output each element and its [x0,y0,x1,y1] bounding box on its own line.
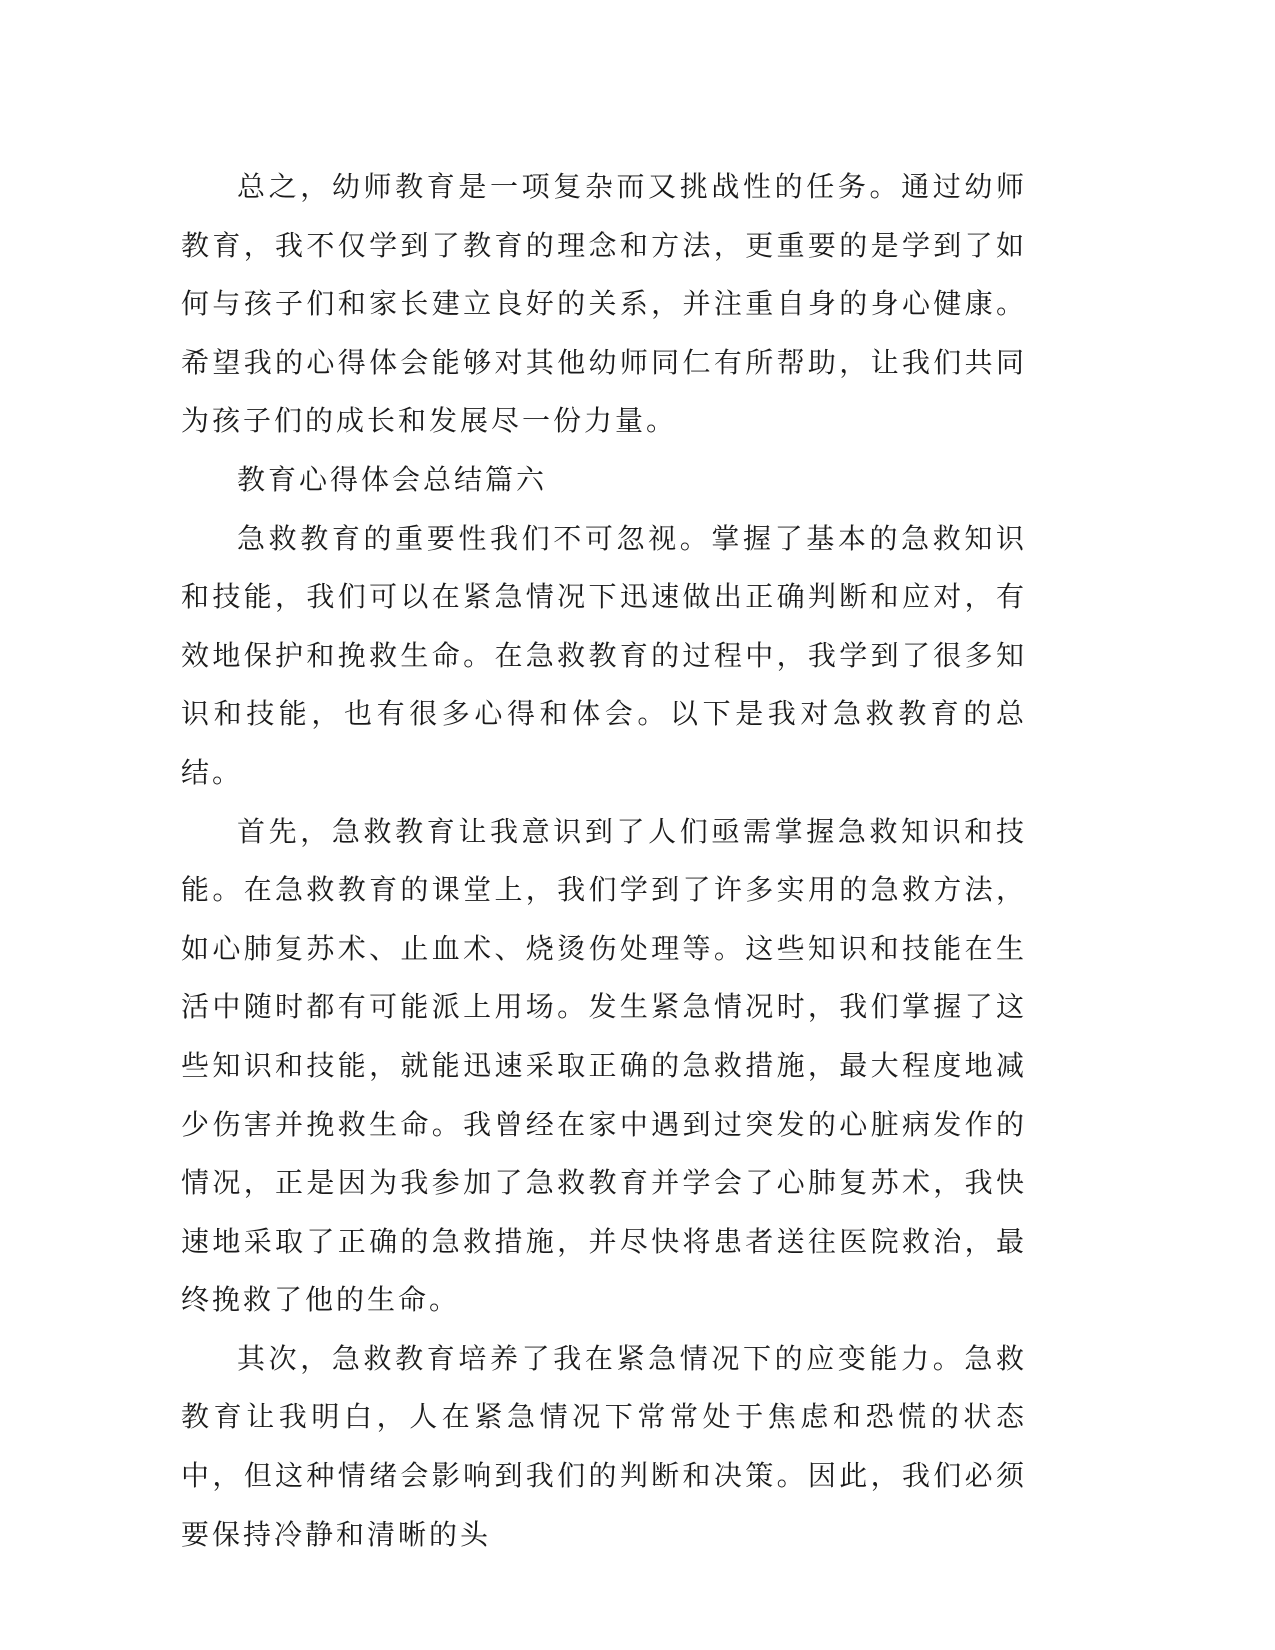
paragraph-first: 首先，急救教育让我意识到了人们亟需掌握急救知识和技能。在急救教育的课堂上，我们学到了许多实用的急救方法，如心肺复苏术、止血术、烧烫伤处理等。这些知识和技能在生活中随时都有可能派上用场。发生紧急情况时，我们掌握了这些知识和技能，就能迅速采取正确的急救措施，最大程度地减少伤害并挽救生命。我曾经在家中遇到过突发的心脏病发作的情况，正是因为我参加了急救教育并学会了心肺复苏术，我快速地采取了正确的急救措施，并尽快将患者送往医院救治，最终挽救了他的生命。 [181,814,1027,1317]
section-heading: 教育心得体会总结篇六 [237,462,548,496]
paragraph-intro: 急救教育的重要性我们不可忽视。掌握了基本的急救知识和技能，我们可以在紧急情况下迅速做出正确判断和应对，有效地保护和挽救生命。在急救教育的过程中，我学到了很多知识和技能，也有很多心得和体会。以下是我对急救教育的总结。 [181,521,1027,789]
document-body [181,158,1027,1564]
paragraph-conclusion: 总之，幼师教育是一项复杂而又挑战性的任务。通过幼师教育，我不仅学到了教育的理念和方法，更重要的是学到了如何与孩子们和家长建立良好的关系，并注重自身的身心健康。希望我的心得体会能够对其他幼师同仁有所帮助，让我们共同为孩子们的成长和发展尽一份力量。 [181,170,1027,438]
paragraph-second: 其次，急救教育培养了我在紧急情况下的应变能力。急救教育让我明白，人在紧急情况下常常处于焦虑和恐慌的状态中，但这种情绪会影响到我们的判断和决策。因此，我们必须要保持冷静和清晰的头 [181,1341,1027,1551]
